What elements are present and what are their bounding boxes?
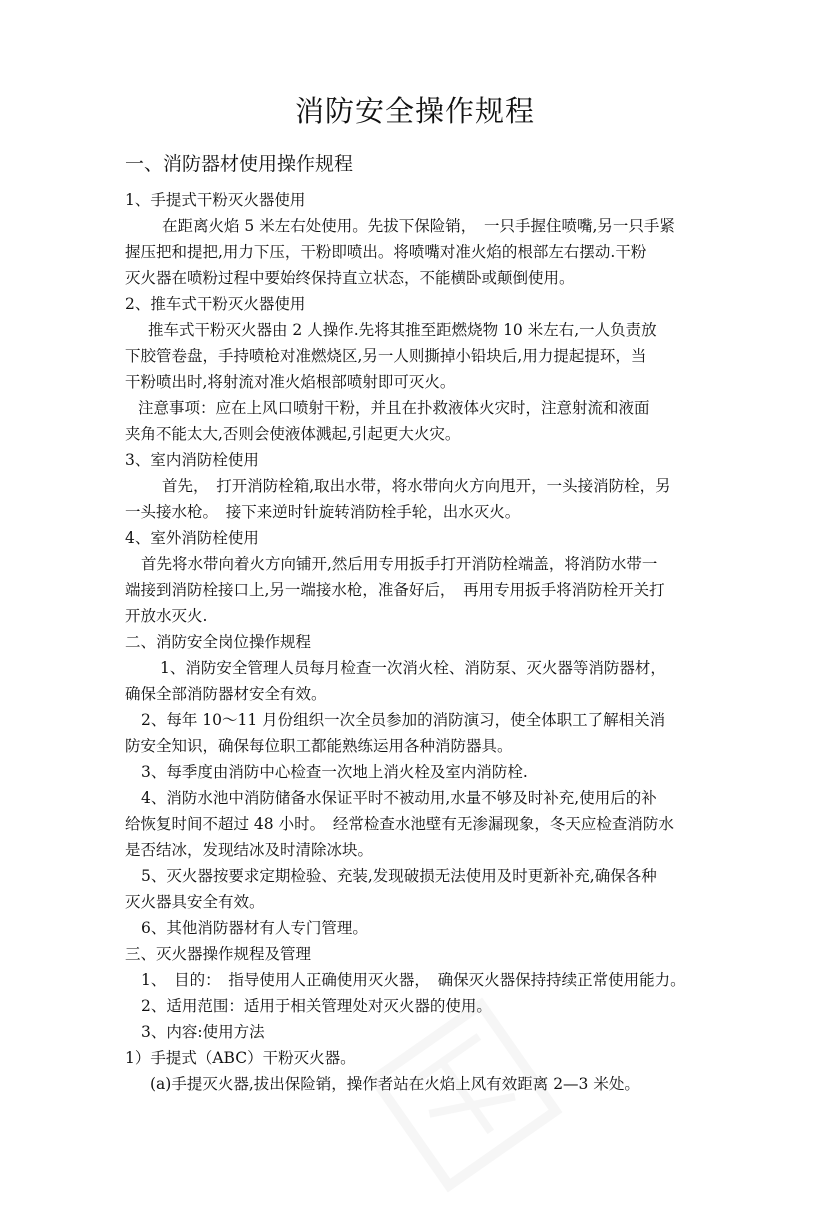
paragraph-line: 4、消防水池中消防储备水保证平时不被动用,水量不够及时补充,使用后的补	[141, 789, 657, 807]
paragraph-line: 防安全知识，确保每位职工都能熟练运用各种消防器具。	[125, 737, 513, 755]
paragraph-line: 端接到消防栓接口上,另一端接水枪，准备好后， 再用专用扳手将消防栓开关打	[125, 581, 665, 599]
paragraph-line: 开放水灭火.	[125, 607, 208, 625]
page-title: 消防安全操作规程	[294, 94, 535, 128]
paragraph-line: 首先， 打开消防栓箱,取出水带，将水带向火方向甩开，一头接消防栓，另	[162, 477, 671, 495]
paragraph-line: 灭火器在喷粉过程中要始终保持直立状态，不能横卧或颠倒使用。	[125, 269, 575, 287]
subheading-3: 3、室内消防栓使用	[125, 451, 259, 469]
paragraph-line: 首先将水带向着火方向铺开,然后用专用扳手打开消防栓端盖，将消防水带一	[141, 555, 658, 573]
section-heading-3: 三、灭火器操作规程及管理	[125, 945, 312, 963]
subheading-4: 4、室外消防栓使用	[125, 529, 259, 547]
paragraph-line: 一头接水枪。 接下来逆时针旋转消防栓手轮，出水灭火。	[125, 503, 521, 521]
paragraph-line: 注意事项：应在上风口喷射干粉，并且在扑救液体火灾时，注意射流和液面	[138, 399, 650, 417]
paragraph-line: 干粉喷出时,将射流对准火焰根部喷射即可灭火。	[125, 373, 456, 391]
paragraph-line: 确保全部消防器材安全有效。	[125, 685, 327, 703]
paragraph-line: 是否结冰，发现结冰及时清除冰块。	[125, 841, 374, 859]
subheading-1: 1、手提式干粉灭火器使用	[125, 191, 306, 209]
paragraph-line: 6、其他消防器材有人专门管理。	[141, 919, 368, 937]
paragraph-line: 给恢复时间不超过 48 小时。 经常检查水池壁有无渗漏现象，冬天应检查消防水	[125, 815, 674, 833]
paragraph-line: 3、内容:使用方法	[141, 1023, 265, 1041]
paragraph-line: 握压把和提把,用力下压，干粉即喷出。将喷嘴对准火焰的根部左右摆动.干粉	[125, 243, 647, 261]
paragraph-line: 5、灭火器按要求定期检验、充装,发现破损无法使用及时更新补充,确保各种	[141, 867, 657, 885]
subheading-2: 2、推车式干粉灭火器使用	[125, 295, 306, 313]
paragraph-line: 推车式干粉灭火器由 2 人操作.先将其推至距燃烧物 10 米左右,一人负责放	[148, 321, 657, 339]
section-heading-1: 一、消防器材使用操作规程	[125, 153, 354, 175]
paragraph-line: 1、 目的： 指导使用人正确使用灭火器， 确保灭火器保持持续正常使用能力。	[141, 971, 686, 989]
paragraph-line: 夹角不能太大,否则会使液体溅起,引起更大火灾。	[125, 425, 461, 443]
paragraph-line: 在距离火焰 5 米左右处使用。先拔下保险销， 一只手握住喷嘴,另一只手紧	[162, 217, 675, 235]
paragraph-line: (a)手提灭火器,拔出保险销，操作者站在火焰上风有效距离 2—3 米处。	[150, 1075, 640, 1093]
paragraph-line: 2、适用范围：适用于相关管理处对灭火器的使用。	[141, 997, 492, 1015]
section-heading-2: 二、消防安全岗位操作规程	[125, 633, 312, 651]
paragraph-line: 1、消防安全管理人员每月检查一次消火栓、消防泵、灭火器等消防器材，	[160, 659, 666, 677]
paragraph-line: 3、每季度由消防中心检查一次地上消火栓及室内消防栓.	[141, 763, 528, 781]
paragraph-line: 2、每年 10～11 月份组织一次全员参加的消防演习，使全体职工了解相关消	[141, 711, 666, 729]
paragraph-line: 1）手提式（ABC）干粉灭火器。	[125, 1049, 356, 1067]
paragraph-line: 下胶管卷盘，手持喷枪对准燃烧区,另一人则撕掉小铅块后,用力提起提环，当	[125, 347, 647, 365]
paragraph-line: 灭火器具安全有效。	[125, 893, 265, 911]
